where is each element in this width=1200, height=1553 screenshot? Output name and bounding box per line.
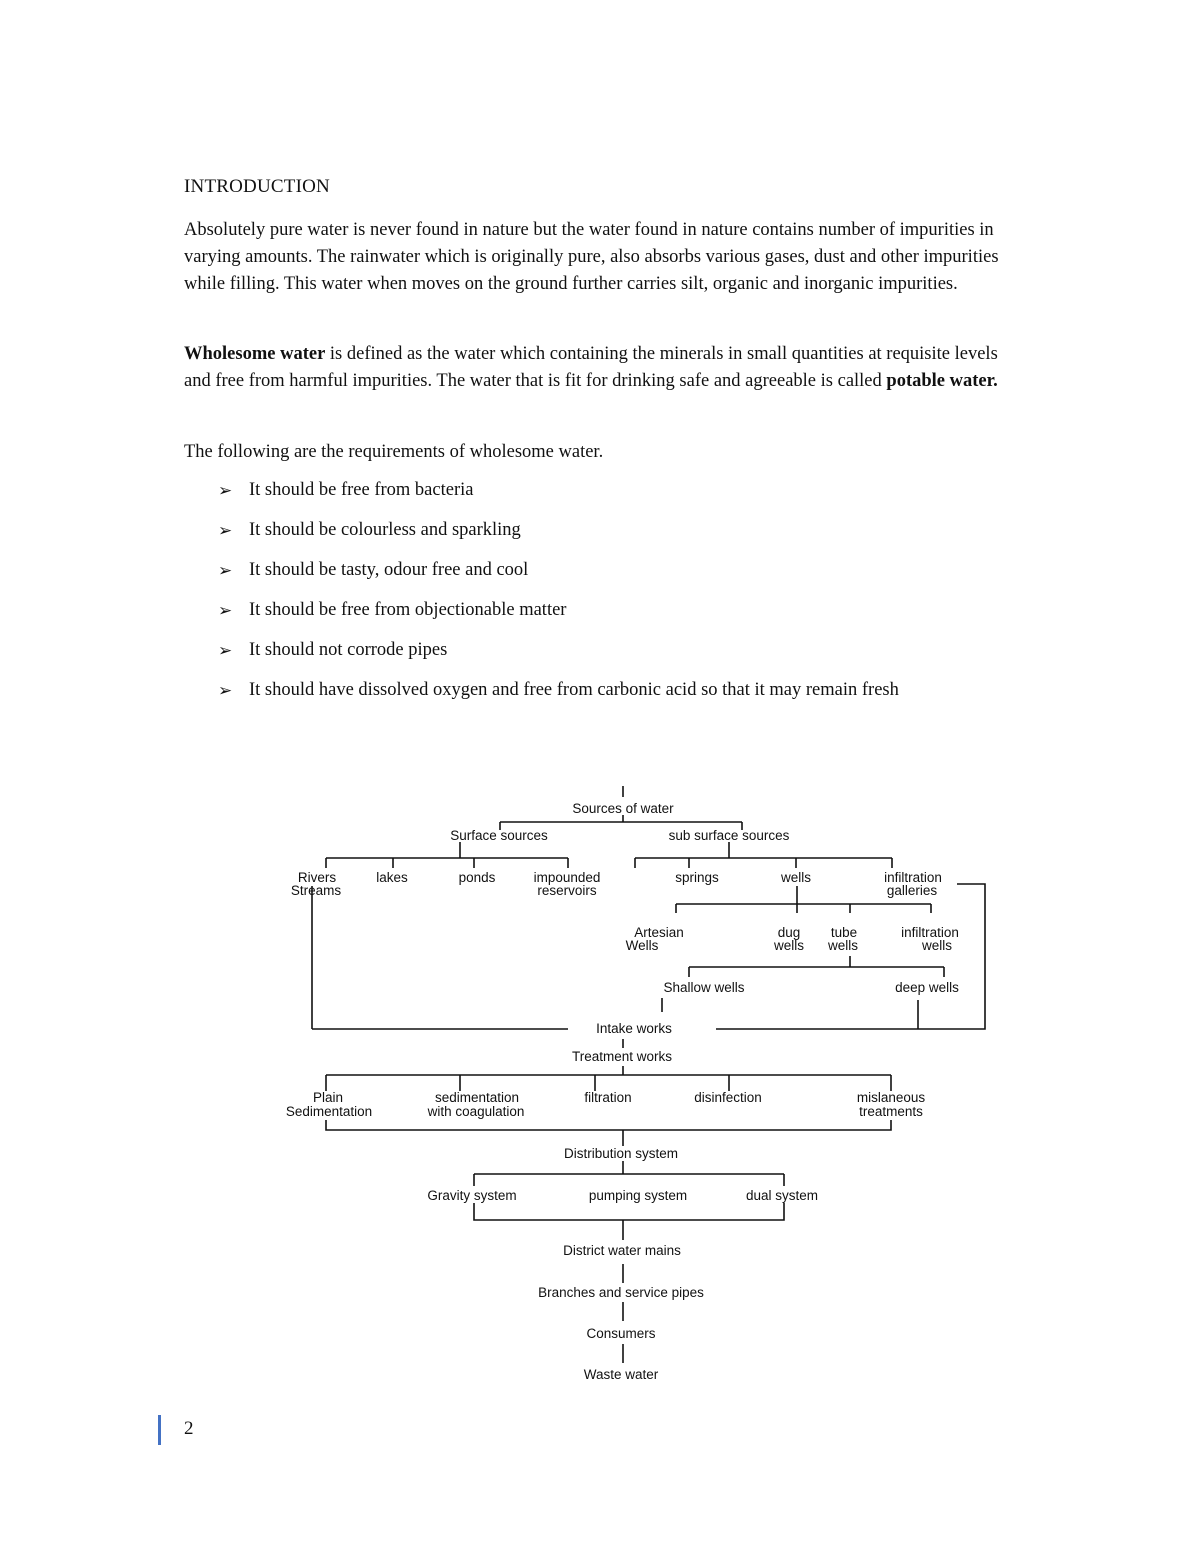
list-item: ➢ It should have dissolved oxygen and free from carbonic acid so that it may remain fresh [218, 678, 1018, 703]
node-impounded: impounded [533, 870, 601, 885]
node-district-water-mains: District water mains [563, 1243, 681, 1258]
node-reservoirs: reservoirs [537, 883, 597, 898]
node-artesian: Artesian [634, 925, 684, 940]
node-sedimentation-coag: sedimentation [434, 1090, 520, 1105]
page-number: 2 [184, 1418, 194, 1439]
node-lakes: lakes [376, 870, 408, 885]
node-branches-service-pipes: Branches and service pipes [538, 1285, 704, 1300]
arrow-bullet-icon: ➢ [218, 521, 233, 540]
list-item: ➢ It should be colourless and sparkling [218, 518, 1018, 543]
node-infiltration-wells-top: infiltration [901, 925, 959, 940]
page-heading: INTRODUCTION [184, 176, 330, 197]
node-infiltration-wells: wells [921, 938, 953, 953]
node-dual-system: dual system [745, 1188, 819, 1203]
node-ponds: ponds [458, 870, 496, 885]
list-item: ➢ It should be tasty, odour free and cool [218, 558, 1018, 583]
node-miscellaneous: mislaneous [856, 1090, 926, 1105]
node-infiltration: infiltration [884, 870, 942, 885]
list-item: ➢ It should be free from objectionable matter [218, 598, 1018, 623]
node-waste-water: Waste water [583, 1367, 659, 1382]
node-sources-of-water: Sources of water [572, 801, 674, 816]
wholesome-term: Wholesome water [184, 344, 326, 364]
node-filtration: filtration [584, 1090, 632, 1105]
node-tube-wells: wells [827, 938, 859, 953]
arrow-bullet-icon: ➢ [218, 601, 233, 620]
node-wells: wells [780, 870, 812, 885]
requirements-intro: The following are the requirements of wholesome water. [184, 442, 604, 462]
node-rivers: Rivers [297, 870, 337, 885]
footer-accent-bar [158, 1415, 161, 1445]
node-dug-wells: wells [773, 938, 805, 953]
node-intake-works: Intake works [596, 1021, 672, 1036]
node-disinfection: disinfection [694, 1090, 762, 1105]
wholesome-definition: is defined as the water which containing the minerals in small quantities at requisite levels and free from harmful impurities. The water that is fit for drinking safe and agreeable is called [184, 344, 998, 391]
node-artesian-wells: Wells [625, 938, 659, 953]
arrow-bullet-icon: ➢ [218, 481, 233, 500]
intro-paragraph: Absolutely pure water is never found in nature but the water found in nature contains number of impurities in varying amounts. The rainwater which is originally pure, also absorbs various gases, dust and other impurities while filling. This water when moves on the ground further carries silt, organic and inorganic impurities. [184, 220, 999, 294]
arrow-bullet-icon: ➢ [218, 561, 233, 580]
node-springs: springs [675, 870, 719, 885]
node-gravity-system: Gravity system [427, 1188, 517, 1203]
node-pumping-system: pumping system [588, 1188, 688, 1203]
node-treatments: treatments [859, 1104, 923, 1119]
node-with-coagulation: with coagulation [427, 1104, 525, 1119]
node-distribution-system: Distribution system [563, 1146, 679, 1161]
node-galleries: galleries [886, 883, 938, 898]
node-deep-wells: deep wells [895, 980, 959, 995]
arrow-bullet-icon: ➢ [218, 681, 233, 700]
node-consumers: Consumers [586, 1326, 656, 1341]
flowchart-labels [286, 801, 959, 1382]
node-surface-sources: Surface sources [450, 828, 548, 843]
list-item: ➢ It should be free from bacteria [218, 478, 1018, 503]
list-item: ➢ It should not corrode pipes [218, 638, 1018, 663]
arrow-bullet-icon: ➢ [218, 641, 233, 660]
node-sedimentation: Sedimentation [285, 1104, 373, 1119]
node-shallow-wells: Shallow wells [663, 980, 745, 995]
potable-term: potable water. [886, 371, 998, 391]
node-plain: Plain [312, 1090, 344, 1105]
node-treatment-works: Treatment works [571, 1049, 673, 1064]
node-tube: tube [830, 925, 858, 940]
node-sub-surface-sources: sub surface sources [668, 828, 790, 843]
node-dug: dug [777, 925, 801, 940]
node-streams: Streams [290, 883, 342, 898]
